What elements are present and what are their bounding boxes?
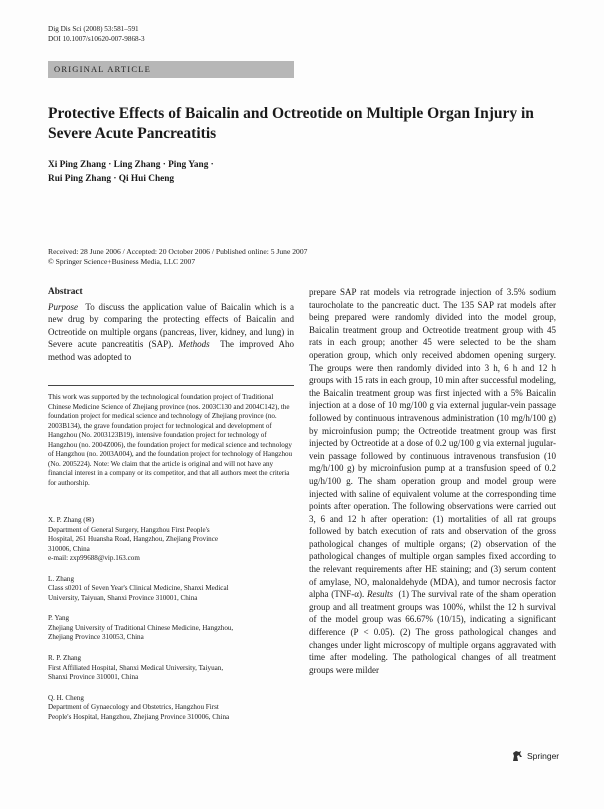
doi: DOI 10.1007/s10620-007-9868-3 (48, 35, 145, 43)
abstract-heading: Abstract (48, 287, 83, 297)
results-label: Results (366, 589, 393, 600)
abstract-column (48, 286, 294, 364)
body-right-column (309, 286, 556, 676)
author-line-2: Rui Ping Zhang · Qi Hui Cheng (48, 174, 175, 184)
methods-label: Methods (178, 339, 210, 350)
affiliation-line: 310006, China (48, 544, 90, 553)
funding-footnote: This work was supported by the technological foundation project of Traditional Chinese Medicine Science of Zhejiang province (nos. 2003C130 and 2004C142), the foundation project for medical science and technology of Zhejiang province (no. 2003B134), the grave foundation project for technological and development of Hangzhou (No. 2003123B19), intensive foundation project for technology of Hangzhou (no. 2004Z006), the foundation project for medical science and technology of Hangzhou (no. 2003A004), and the foundation project for technology of Hangzhou (No. 2005224). Note: We claim that the article is original and will not have any financial interest in a company or its competitor, and that all authors meet the criteria for authorship. (48, 393, 293, 487)
affiliation-line: First Affiliated Hospital, Shanxi Medical University, Taiyuan, (48, 663, 224, 672)
affiliation-author: X. P. Zhang (✉) (48, 516, 94, 524)
affiliation-line: University, Taiyuan, Shanxi Province 310001, China (48, 593, 198, 602)
affiliation-author: R. P. Zhang (48, 654, 82, 663)
results-body: (1) The survival rate of the sham operation group and all treatment groups was 100%, whilst the 12 h survival of the model group was 66.67% (10/15), indicating a significant difference (P < 0.05). (2) The gross pathological changes and changes under light microscopy of multiple organs aggravated with time after modeling. The pathological changes of all treatment groups were milder (309, 589, 556, 675)
affiliation-line: Hospital, 261 Huansha Road, Hangzhou, Zhejiang Province (48, 535, 219, 544)
footnote-divider (48, 385, 294, 386)
methods-text: The improved Aho method was adopted to (48, 339, 294, 362)
affiliation-line: Class s0201 of Seven Year's Clinical Medicine, Shanxi Medical (48, 584, 229, 593)
affiliation-line: Department of Gynaecology and Obstetrics, Hangzhou First (48, 703, 219, 712)
journal-header (48, 24, 145, 44)
journal-citation: Dig Dis Sci (2008) 53:581–591 (48, 25, 139, 33)
affiliation-author: Q. H. Cheng (48, 693, 84, 702)
publisher-logo (511, 750, 559, 762)
purpose-text: To discuss the application value of Baicalin which is a new drug by comparing the protecting effects of Baicalin and Octreotide on multiple organs (pancreas, liver, kidney, and lung) in Severe acute pancreatitis (SAP). (48, 301, 295, 350)
affiliation-line: People's Hospital, Hangzhou, Zhejiang Province 310006, China (48, 712, 230, 721)
article-title: Protective Effects of Baicalin and Octreotide on Multiple Organ Injury in Severe Acute Pancreatitis (48, 105, 534, 142)
abstract-purpose (48, 301, 294, 364)
affiliation-line: Department of General Surgery, Hangzhou First People's (48, 525, 210, 534)
methods-continued (309, 286, 556, 676)
author-list (48, 158, 548, 186)
affiliation-zhang-rp (48, 654, 294, 683)
received-accepted-published: Received: 28 June 2006 / Accepted: 20 October 2006 / Published online: 5 June 2007 (48, 247, 308, 256)
affiliation-zhang-l (48, 575, 294, 604)
affiliation-line: Shanxi Province 310001, China (48, 673, 139, 682)
affiliation-line: Zhejiang University of Traditional Chinese Medicine, Hangzhou, (48, 623, 234, 632)
affiliation-zhang-xp (48, 516, 294, 564)
author-line-1: Xi Ping Zhang · Ling Zhang · Ping Yang · (48, 160, 214, 170)
section-label-bar (48, 61, 294, 78)
publication-dates (48, 247, 568, 267)
affiliation-line: Zhejiang Province 310053, China (48, 633, 144, 642)
affiliation-email[interactable]: e-mail: zxp99688@vip.163.com (48, 554, 140, 563)
section-label: ORIGINAL ARTICLE (54, 64, 151, 74)
methods-body: prepare SAP rat models via retrograde injection of 3.5% sodium taurocholate to the pancreatic duct. The 135 SAP rat models after being prepared were randomly divided into the model group, Baicalin treatment group and Octreotide treatment group with 45 rats in each group; another 45 were selected to be the sham operation group, which only received abdomen opening surgery. The groups were then randomly divided into 3 h, 6 h and 12 h groups with 15 rats in each group, 10 min after successful modeling, the Baicalin treatment group was first injected with a 5% Baicalin injection at a dose of 10 mg/100 g via external jugular-vein passage followed by continuous intravenous administration (10 mg/h/100 g) by microinfusion pump; the Octreotide treatment group was first injected by Octreotide at a dose of 0.2 ug/100 g via external jugular-vein passage followed by continuous intravenous transfusion (10 mg/h/100 g) by microinfusion pump at a transfusion speed of 0.2 ug/h/100 g. The sham operation group and model group were injected with saline of equivalent volume at the corresponding time points after operation. The following observations were carried out 3, 6 and 12 h after operation: (1) mortalities of all rat groups followed by batch execution of rats and observation of the gross pathological changes of multiple organs; (2) observation of the pathological changes of multiple organ samples fixed according to the relevant requirements after HE staining; and (3) serum content of amylase, NO, malonaldehyde (MDA), and tumor necrosis factor alpha (TNF-α). (309, 287, 556, 600)
affiliation-yang-p (48, 614, 294, 643)
springer-horse-icon (511, 750, 524, 762)
copyright: © Springer Science+Business Media, LLC 2007 (48, 257, 196, 266)
publisher-name: Springer (527, 751, 560, 761)
affiliations (48, 516, 294, 733)
affiliation-author: P. Yang (48, 614, 70, 623)
affiliation-cheng-qh (48, 694, 294, 723)
purpose-label: Purpose (48, 301, 78, 312)
affiliation-author: L. Zhang (48, 574, 75, 583)
